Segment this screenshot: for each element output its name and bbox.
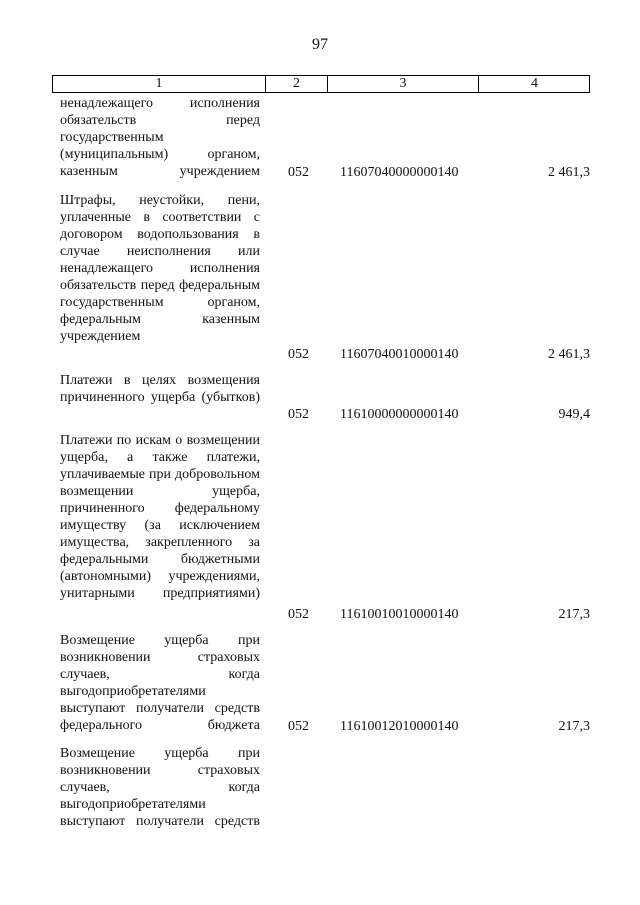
row-description: Возмещение ущерба при возникновении страховых случаев, когда выгодоприобретателями выступают получатели средств	[60, 746, 260, 829]
row-description: Платежи в целях возмещения причиненного ущерба (убытков)	[60, 373, 260, 405]
row-code: 052	[288, 165, 309, 180]
row-kbk: 11610010010000140	[340, 607, 459, 622]
row-amount: 949,4	[558, 407, 590, 422]
row-description: Возмещение ущерба при возникновении страховых случаев, когда выгодоприобретателями выступают получатели средств федерального бюджета	[60, 633, 260, 733]
row-description: Штрафы, неустойки, пени, уплаченные в соответствии с договором водопользования в случае неисполнения или ненадлежащего исполнения обязательств перед федеральным государственным органом, федеральным казенным учреждением	[60, 193, 260, 344]
header-col-3: 3	[328, 76, 479, 92]
page-number: 97	[312, 36, 328, 53]
row-code: 052	[288, 407, 309, 422]
row-kbk: 11610000000000140	[340, 407, 459, 422]
row-kbk: 11610012010000140	[340, 719, 459, 734]
row-code: 052	[288, 719, 309, 734]
row-amount: 217,3	[558, 607, 590, 622]
header-col-1: 1	[53, 76, 266, 92]
header-col-4: 4	[531, 76, 538, 91]
row-kbk: 11607040010000140	[340, 347, 459, 362]
row-description: ненадлежащего исполнения обязательств перед государственным (муниципальным) органом, казенным учреждением	[60, 96, 260, 179]
row-amount: 2 461,3	[548, 165, 590, 180]
row-code: 052	[288, 607, 309, 622]
row-amount: 217,3	[558, 719, 590, 734]
row-description: Платежи по искам о возмещении ущерба, а также платежи, уплачиваемые при добровольном возмещении ущерба, причиненного федеральному имуществу (за исключением имущества, закрепленного за федеральными бюджетными (автономными) учреждениями, унитарными предприятиями)	[60, 433, 260, 601]
row-code: 052	[288, 347, 309, 362]
row-kbk: 11607040000000140	[340, 165, 459, 180]
table-header	[52, 75, 590, 93]
row-amount: 2 461,3	[548, 347, 590, 362]
header-col-2: 2	[266, 76, 328, 92]
